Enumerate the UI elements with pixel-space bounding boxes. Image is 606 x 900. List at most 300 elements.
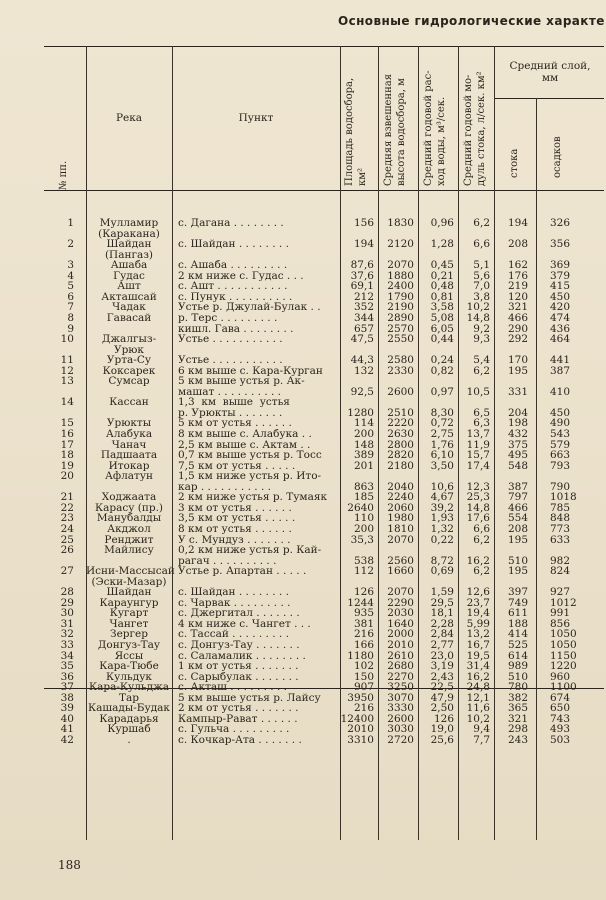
precip-value: 441	[550, 355, 571, 367]
river-name: Акджол	[107, 522, 151, 535]
runoff-value: 208	[507, 522, 528, 535]
precip-value: 785	[550, 502, 571, 514]
point-name: 2 км ниже устья р. Тумаяк	[178, 492, 328, 504]
header-point: Пункт	[238, 112, 274, 124]
runoff-value: 749	[507, 596, 528, 609]
point-name: с. Ашаба . . . . . . . . .	[178, 260, 288, 272]
point-name: 5 км выше устья р. Ак-	[178, 376, 305, 388]
precip-value: 369	[550, 260, 571, 272]
runoff-value: 120	[507, 290, 528, 303]
runoff-value: 554	[507, 512, 528, 525]
col-rule	[536, 98, 537, 840]
river-name: Афлатун	[104, 470, 154, 483]
runoff-value: 195	[507, 565, 528, 578]
river-name: Караунгур	[99, 596, 159, 609]
precip-value: 410	[550, 386, 571, 398]
runoff-value: 397	[507, 586, 528, 599]
river-name: Гавасай	[106, 311, 152, 324]
precip-value: 633	[550, 534, 571, 546]
runoff-value: 989	[507, 660, 528, 673]
point-name: машат . . . . . . . . . .	[178, 386, 282, 398]
flow-value: 0,72	[430, 417, 454, 430]
runoff-value: 382	[507, 691, 528, 704]
river-name: Манубалды	[96, 512, 162, 525]
row-number: 2	[67, 238, 74, 251]
point-name: с. Шайдан . . . . . . . .	[178, 587, 289, 599]
point-name: с. Пунук . . . . . . . . . .	[178, 291, 293, 303]
precip-value: 474	[550, 312, 571, 324]
height-value: 2330	[387, 364, 414, 377]
point-name: 8 км выше с. Алабука . .	[178, 429, 312, 440]
precip-value: 1100	[550, 682, 577, 694]
river-name: Акташсай	[101, 290, 157, 303]
height-value: 3250	[387, 681, 414, 694]
runoff-value: 195	[507, 364, 528, 377]
point-name: кишл. Гава . . . . . . . .	[178, 323, 294, 335]
point-name: 4 км ниже с. Чангет . . .	[178, 618, 311, 630]
modulus-value: 10,2	[466, 712, 490, 725]
modulus-value: 10,5	[466, 385, 490, 398]
flow-value: 1,59	[430, 586, 454, 599]
area-value: 212	[353, 290, 374, 303]
height-value: 2680	[387, 660, 414, 673]
point-name: 0,7 км выше устья р. Тосс	[178, 450, 322, 462]
flow-value: 0,48	[430, 280, 454, 293]
runoff-value: 243	[507, 733, 528, 746]
height-value: 2240	[387, 491, 414, 504]
point-name: Устье . . . . . . . . . . .	[178, 355, 283, 367]
height-value: 2550	[387, 333, 414, 346]
area-value: 1280	[347, 406, 374, 419]
precip-value: 824	[550, 566, 571, 578]
height-value: 2800	[387, 438, 414, 451]
runoff-value: 292	[507, 333, 528, 346]
row-number: 38	[60, 691, 74, 704]
height-value: 2040	[387, 480, 414, 493]
modulus-value: 12,3	[466, 480, 490, 493]
row-number: 28	[60, 586, 74, 599]
row-number: 17	[60, 438, 74, 451]
area-value: 194	[353, 238, 374, 251]
point-name: 1,3 км выше устья	[178, 397, 290, 409]
point-name: 2,5 км выше с. Актам . .	[178, 439, 311, 451]
flow-value: 0,81	[430, 290, 454, 303]
precip-value: 1150	[550, 650, 577, 662]
height-value: 2290	[387, 596, 414, 609]
row-number: 5	[67, 280, 74, 293]
flow-value: 47,9	[430, 691, 454, 704]
precip-value: 650	[550, 703, 571, 715]
height-value: 2600	[387, 385, 414, 398]
runoff-value: 198	[507, 417, 528, 430]
precip-value: 674	[550, 692, 571, 704]
row-number: 4	[67, 269, 74, 282]
precip-value: 1018	[550, 492, 577, 504]
point-name: с. Джергитал . . . . . . .	[178, 608, 300, 620]
row-number: 41	[60, 723, 74, 736]
point-name: кар . . . . . . . . . . .	[178, 481, 271, 493]
area-value: 150	[353, 670, 374, 683]
flow-value: 0,24	[430, 354, 454, 367]
height-value: 2570	[387, 322, 414, 335]
river-name: (Пангаз)	[104, 248, 154, 261]
precip-value: 773	[550, 523, 571, 535]
height-value: 1880	[387, 269, 414, 282]
runoff-value: 208	[507, 238, 528, 251]
flow-value: 6,10	[430, 449, 454, 462]
modulus-value: 7,0	[473, 280, 490, 293]
precip-value: 1050	[550, 629, 577, 641]
area-value: 156	[353, 217, 374, 229]
row-number: 25	[60, 533, 74, 546]
modulus-value: 9,2	[473, 322, 490, 335]
row-number: 33	[60, 639, 74, 651]
river-name: Урюк	[113, 343, 144, 356]
row-number: 20	[60, 470, 74, 483]
river-name: Алабука	[105, 428, 153, 440]
runoff-value: 375	[507, 438, 528, 451]
river-name: Падшаата	[100, 449, 158, 462]
runoff-value: 170	[507, 354, 528, 367]
flow-value: 1,32	[430, 522, 454, 535]
precip-value: 927	[550, 587, 571, 599]
runoff-value: 365	[507, 702, 528, 715]
precip-value: 490	[550, 418, 571, 430]
header-flow-1: Средний годовой рас-	[423, 70, 434, 186]
precip-value: 326	[550, 218, 571, 229]
modulus-value: 24,8	[466, 681, 490, 694]
flow-value: 39,2	[430, 501, 454, 514]
precip-value: 387	[550, 365, 571, 377]
river-name: Кашады-Будак	[88, 702, 170, 715]
row-number: 29	[60, 596, 74, 609]
modulus-value: 16,2	[466, 670, 490, 683]
flow-value: 29,5	[430, 596, 454, 609]
flow-value: 0,97	[430, 385, 454, 398]
row-number: 26	[60, 544, 74, 557]
point-name: рагач . . . . . . . . . .	[178, 555, 277, 567]
area-value: 44,3	[350, 354, 374, 367]
runoff-value: 780	[507, 681, 528, 694]
height-value: 2000	[387, 628, 414, 641]
row-number: 15	[60, 417, 74, 430]
height-value: 3070	[387, 691, 414, 704]
runoff-value: 466	[507, 311, 528, 324]
point-name: р. Урюкты . . . . . . .	[178, 407, 283, 419]
row-number: 7	[67, 301, 74, 314]
river-name: Карасу (пр.)	[94, 501, 163, 514]
river-name: Кугарт	[109, 607, 149, 620]
modulus-value: 13,2	[466, 628, 490, 641]
river-name: Ходжаата	[101, 491, 157, 504]
flow-value: 2,28	[430, 617, 454, 630]
modulus-value: 5,99	[466, 617, 490, 630]
row-number: 31	[60, 617, 74, 630]
height-value: 2720	[387, 733, 414, 746]
river-name: Ашт	[117, 280, 141, 293]
flow-value: 10,6	[430, 480, 454, 493]
area-value: 37,6	[350, 269, 374, 282]
area-value: 185	[353, 491, 374, 504]
precip-value: 1050	[550, 640, 577, 651]
area-value: 201	[353, 459, 374, 472]
area-value: 863	[353, 480, 374, 493]
area-value: 132	[353, 364, 374, 377]
river-name: Карадарья	[99, 712, 159, 725]
flow-value: 18,1	[430, 607, 454, 620]
area-value: 126	[353, 586, 374, 599]
row-number: 32	[60, 628, 74, 641]
precip-value: 663	[550, 450, 571, 462]
flow-value: 8,30	[430, 406, 454, 419]
river-name: Исни-Массысай	[86, 565, 175, 578]
river-name: Сумсар	[108, 375, 150, 388]
area-value: 69,1	[350, 280, 374, 293]
river-name: Шайдан	[106, 586, 152, 599]
area-value: 216	[353, 628, 374, 641]
modulus-value: 6,6	[473, 522, 490, 535]
river-name: Чадак	[112, 301, 146, 314]
flow-value: 0,44	[430, 333, 454, 346]
height-value: 2030	[387, 607, 414, 620]
modulus-value: 6,2	[473, 533, 490, 546]
header-flow-2: ход воды, м³/сек.	[436, 96, 447, 186]
modulus-value: 5,6	[473, 269, 490, 282]
precip-value: 1220	[550, 661, 577, 673]
height-value: 2610	[387, 649, 414, 662]
river-name: Майлису	[104, 544, 154, 557]
river-name: (Эски-Мазар)	[91, 575, 167, 588]
point-name: Кампыр-Рават . . . . . .	[178, 713, 298, 725]
river-name: Итокар	[108, 459, 150, 472]
area-value: 2640	[347, 501, 374, 514]
river-name: Кара-Кульджа	[89, 681, 169, 694]
point-name: 8 км от устья . . . . . .	[178, 523, 292, 535]
area-value: 148	[353, 438, 374, 451]
flow-value: 3,58	[430, 301, 454, 314]
header-river: Река	[115, 112, 143, 124]
area-value: 102	[353, 660, 374, 673]
modulus-value: 3,8	[473, 290, 490, 303]
flow-value: 2,50	[430, 702, 454, 715]
precip-value: 464	[550, 334, 571, 346]
river-name: Кара-Тюбе	[99, 660, 159, 673]
runoff-value: 321	[507, 712, 528, 725]
river-name: Чангет	[109, 617, 149, 630]
precip-value: 982	[550, 555, 571, 567]
height-value: 2120	[387, 238, 414, 251]
row-number: 18	[60, 449, 74, 462]
height-value: 2070	[387, 259, 414, 272]
row-number: 36	[60, 670, 74, 683]
area-value: 166	[353, 639, 374, 651]
runoff-value: 321	[507, 301, 528, 314]
flow-value: 0,21	[430, 269, 454, 282]
header-height-2: высота водосбора, м	[396, 78, 407, 186]
point-name: 3 км от устья . . . . . .	[178, 502, 292, 514]
height-value: 2190	[387, 301, 414, 314]
modulus-value: 17,6	[466, 512, 490, 525]
height-value: 2070	[387, 586, 414, 599]
precip-value: 848	[550, 513, 571, 525]
runoff-value: 510	[507, 554, 528, 567]
modulus-value: 23,7	[466, 596, 490, 609]
precip-value: 379	[550, 270, 571, 282]
precip-value: 450	[550, 407, 571, 419]
flow-value: 1,76	[430, 438, 454, 451]
river-name: Ашаба	[110, 259, 148, 272]
row-number: 1	[67, 217, 74, 229]
flow-value: 2,84	[430, 628, 454, 641]
modulus-value: 16,7	[466, 639, 490, 651]
precip-value: 790	[550, 481, 571, 493]
height-value: 2180	[387, 459, 414, 472]
river-name: Гудас	[113, 269, 145, 282]
row-number: 24	[60, 522, 74, 535]
header-precip: осадков	[552, 136, 563, 178]
runoff-value: 162	[507, 259, 528, 272]
runoff-value: 204	[507, 406, 528, 419]
area-value: 12400	[340, 712, 374, 725]
row-number: 8	[67, 311, 74, 324]
row-number: 42	[60, 733, 74, 746]
flow-value: 23,0	[430, 649, 454, 662]
area-value: 110	[353, 512, 374, 525]
precip-value: 743	[550, 713, 571, 725]
river-name: (Каракана)	[98, 227, 160, 240]
point-name: У с. Мундуз . . . . . . .	[178, 534, 291, 546]
height-value: 2010	[387, 639, 414, 651]
row-number: 34	[60, 649, 74, 662]
point-name: 5 км от устья . . . . . .	[178, 418, 292, 430]
page-title: Основные гидрологические характе	[338, 14, 605, 28]
header-bottom-rule	[44, 190, 604, 191]
runoff-value: 510	[507, 670, 528, 683]
river-name: Тар	[119, 691, 139, 704]
modulus-value: 14,8	[466, 501, 490, 514]
modulus-value: 5,1	[473, 259, 490, 272]
point-name: Устье р. Апартан . . . . .	[178, 566, 307, 578]
row-number: 22	[60, 501, 74, 514]
point-name: 7,5 км от устья . . . . .	[178, 460, 296, 472]
river-name: Коксарек	[102, 364, 156, 377]
header-area-2: км²	[357, 167, 368, 186]
flow-value: 25,6	[430, 733, 454, 746]
area-value: 114	[353, 417, 374, 430]
modulus-value: 16,2	[466, 554, 490, 567]
area-value: 352	[353, 301, 374, 314]
river-name: Урта-Су	[106, 354, 152, 367]
runoff-value: 219	[507, 280, 528, 293]
page-number: 188	[58, 858, 81, 872]
flow-value: 126	[433, 712, 454, 725]
height-value: 3030	[387, 723, 414, 736]
height-value: 1830	[387, 217, 414, 229]
modulus-value: 7,7	[473, 733, 490, 746]
flow-value: 0,22	[430, 533, 454, 546]
modulus-value: 19,5	[466, 649, 490, 662]
area-value: 389	[353, 449, 374, 462]
runoff-value: 797	[507, 491, 528, 504]
height-value: 1640	[387, 617, 414, 630]
row-number: 6	[67, 290, 74, 303]
flow-value: 0,45	[430, 259, 454, 272]
header-runoff: стока	[509, 148, 520, 178]
modulus-value: 11,6	[466, 702, 490, 715]
modulus-value: 6,6	[473, 238, 490, 251]
precip-value: 450	[550, 291, 571, 303]
precip-value: 579	[550, 439, 571, 451]
row-number: 9	[67, 322, 74, 335]
runoff-value: 194	[507, 217, 528, 229]
row-number: 11	[60, 354, 74, 367]
height-value: 2060	[387, 501, 414, 514]
river-name: Яссы	[114, 649, 144, 662]
flow-value: 3,50	[430, 459, 454, 472]
precip-value: 420	[550, 302, 571, 314]
area-value: 1244	[347, 596, 374, 609]
flow-value: 1,93	[430, 512, 454, 525]
precip-value: 1012	[550, 597, 577, 609]
header-layer: Средний слой, мм	[509, 60, 591, 84]
precip-value: 415	[550, 281, 571, 293]
modulus-value: 6,3	[473, 417, 490, 430]
river-name: Куршаб	[107, 723, 151, 736]
row-number: 27	[60, 565, 74, 578]
runoff-value: 188	[507, 617, 528, 630]
precip-value: 793	[550, 460, 571, 472]
river-name: Джалгыз-	[101, 333, 157, 346]
height-value: 2070	[387, 533, 414, 546]
area-value: 2010	[347, 723, 374, 736]
row-number: 37	[60, 681, 74, 694]
header-area-1: Площадь водосбора,	[344, 77, 355, 186]
height-value: 1660	[387, 565, 414, 578]
modulus-value: 14,8	[466, 311, 490, 324]
point-name: с. Саламалик . . . . . . . .	[178, 650, 306, 662]
flow-value: 22,5	[430, 681, 454, 694]
precip-value: 503	[550, 734, 571, 746]
river-name: Ренджит	[104, 533, 154, 546]
area-value: 538	[353, 554, 374, 567]
area-value: 935	[353, 607, 374, 620]
modulus-value: 13,7	[466, 428, 490, 440]
runoff-value: 331	[507, 385, 528, 398]
runoff-value: 414	[507, 628, 528, 641]
layer-subheader-rule	[494, 98, 604, 99]
runoff-value: 195	[507, 533, 528, 546]
runoff-value: 432	[507, 428, 528, 440]
river-name: Кульдук	[106, 670, 152, 683]
runoff-value: 611	[507, 607, 528, 620]
runoff-value: 525	[507, 639, 528, 651]
height-value: 2820	[387, 449, 414, 462]
point-name: 2 км ниже с. Гудас . . .	[178, 270, 304, 282]
runoff-value: 548	[507, 459, 528, 472]
header-modulus-1: Средний годовой мо-	[463, 74, 474, 186]
point-name: с. Тассай . . . . . . . . .	[178, 629, 289, 641]
flow-value: 6,05	[430, 322, 454, 335]
height-value: 2600	[387, 712, 414, 725]
flow-value: 0,96	[430, 217, 454, 229]
area-value: 200	[353, 428, 374, 440]
precip-value: 960	[550, 671, 571, 683]
river-name: Донгуз-Тау	[97, 639, 161, 651]
height-value: 2400	[387, 280, 414, 293]
row-number: 16	[60, 428, 74, 440]
modulus-value: 6,2	[473, 217, 490, 229]
modulus-value: 12,6	[466, 586, 490, 599]
